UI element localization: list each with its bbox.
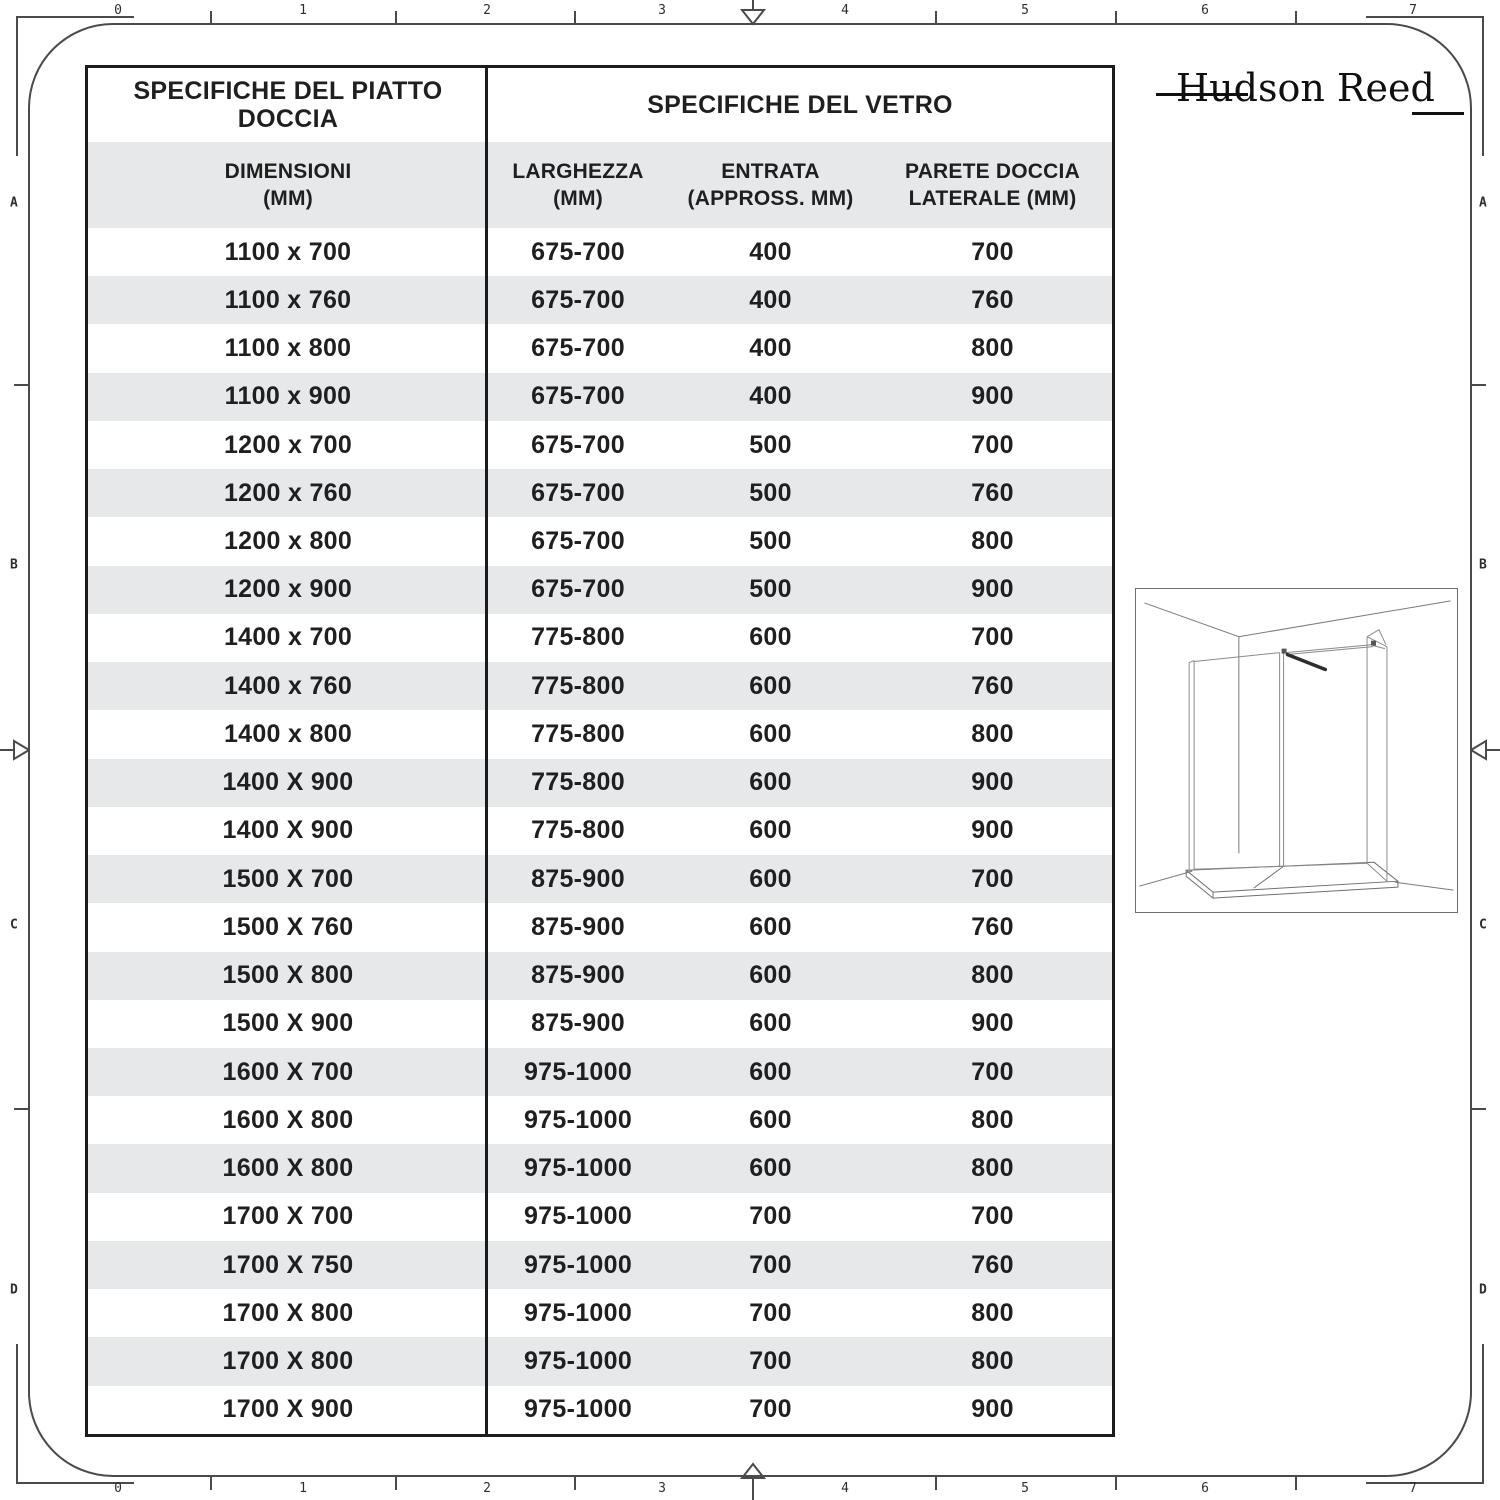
table-cell: 900 bbox=[971, 1395, 1014, 1424]
table-cell: 775-800 bbox=[531, 816, 625, 845]
table-cell: 675-700 bbox=[531, 382, 625, 411]
table-cell: 1200 x 900 bbox=[223, 575, 353, 604]
table-row bbox=[88, 373, 1112, 421]
table-row bbox=[88, 1193, 1112, 1241]
table-cell: 600 bbox=[749, 768, 792, 797]
table-cell: 800 bbox=[971, 1347, 1014, 1375]
glass-header-cell bbox=[488, 68, 1112, 142]
ruler-tick-top bbox=[574, 11, 576, 24]
table-cell: 800 bbox=[971, 1154, 1014, 1183]
table-cell: 675-700 bbox=[531, 478, 625, 507]
table-row bbox=[88, 1048, 1112, 1096]
table-row bbox=[88, 1241, 1112, 1289]
table-cell: 775-800 bbox=[531, 623, 625, 652]
column-header-parete: PARETE DOCCIA LATERALE (MM) bbox=[905, 159, 1080, 210]
tray-header-label: SPECIFICHE DEL PIATTO DOCCIA bbox=[133, 77, 443, 133]
table-row bbox=[88, 614, 1112, 662]
table-cell: 700 bbox=[971, 1202, 1014, 1231]
spec-table bbox=[85, 65, 1115, 1437]
table-cell: 1100 x 800 bbox=[224, 334, 352, 363]
ruler-tick-right bbox=[1472, 384, 1486, 386]
table-row bbox=[88, 469, 1112, 517]
table-cell: 600 bbox=[749, 1105, 792, 1134]
table-cell: 500 bbox=[749, 430, 792, 459]
table-cell: 1400 X 900 bbox=[222, 768, 354, 797]
table-cell: 600 bbox=[749, 1154, 792, 1183]
corner-bracket-bottom-left bbox=[16, 1344, 18, 1484]
corner-bracket-top-right bbox=[1482, 16, 1484, 156]
table-cell: 1700 X 800 bbox=[222, 1298, 354, 1327]
ruler-number-top: 0 bbox=[114, 3, 122, 18]
corner-bracket-bottom-right bbox=[1482, 1344, 1484, 1484]
table-cell: 400 bbox=[749, 237, 792, 266]
ruler-number-bottom: 5 bbox=[1021, 1481, 1029, 1496]
table-cell: 975-1000 bbox=[523, 1057, 633, 1086]
table-cell: 1100 x 760 bbox=[224, 285, 352, 314]
ruler-tick-bottom bbox=[574, 1477, 576, 1490]
ruler-number-bottom: 2 bbox=[483, 1481, 491, 1496]
table-body bbox=[88, 228, 1112, 1434]
table-row bbox=[88, 276, 1112, 324]
table-cell: 675-700 bbox=[531, 237, 625, 266]
corner-bracket-bottom-right bbox=[1366, 1482, 1484, 1484]
table-cell: 760 bbox=[971, 478, 1014, 507]
table-cell: 800 bbox=[971, 1105, 1014, 1134]
ruler-number-bottom: 1 bbox=[299, 1481, 307, 1496]
ruler-number-top: 6 bbox=[1201, 3, 1209, 18]
table-cell: 700 bbox=[971, 430, 1014, 459]
ruler-letter-right: D bbox=[1479, 1282, 1487, 1298]
ruler-tick-bottom bbox=[395, 1477, 397, 1490]
table-cell: 1400 x 800 bbox=[223, 719, 353, 748]
table-cell: 400 bbox=[749, 382, 792, 411]
table-cell: 400 bbox=[749, 285, 792, 314]
ruler-tick-top bbox=[935, 11, 937, 24]
column-header-larghezza: LARGHEZZA (MM) bbox=[512, 159, 644, 210]
table-row bbox=[88, 566, 1112, 614]
table-cell: 600 bbox=[749, 623, 792, 652]
table-cell: 1600 X 800 bbox=[222, 1154, 354, 1183]
table-cell: 1500 X 800 bbox=[222, 961, 354, 990]
table-cell: 1100 x 700 bbox=[224, 237, 352, 266]
table-cell: 1600 X 700 bbox=[222, 1057, 354, 1086]
ruler-number-top: 1 bbox=[299, 3, 307, 18]
ruler-number-top: 5 bbox=[1021, 3, 1029, 18]
table-subheader-row bbox=[88, 142, 1112, 228]
table-cell: 900 bbox=[971, 1009, 1014, 1038]
ruler-number-bottom: 3 bbox=[658, 1481, 666, 1496]
ruler-tick-top bbox=[1295, 11, 1297, 24]
table-row bbox=[88, 517, 1112, 565]
table-cell: 775-800 bbox=[531, 719, 625, 748]
table-cell: 975-1000 bbox=[523, 1250, 633, 1279]
ruler-letter-left: C bbox=[10, 917, 18, 933]
ruler-tick-left bbox=[14, 384, 28, 386]
table-cell: 1200 x 700 bbox=[223, 430, 353, 459]
ruler-number-bottom: 4 bbox=[841, 1481, 849, 1496]
ruler-tick-left bbox=[14, 1108, 28, 1110]
table-row bbox=[88, 759, 1112, 807]
table-cell: 700 bbox=[749, 1298, 792, 1327]
table-cell: 500 bbox=[749, 575, 792, 604]
column-header-dimensioni: DIMENSIONI (MM) bbox=[224, 159, 352, 210]
table-cell: 500 bbox=[749, 478, 792, 507]
ruler-tick-right bbox=[1472, 1108, 1486, 1110]
table-row bbox=[88, 1386, 1112, 1434]
ruler-number-top: 3 bbox=[658, 3, 666, 18]
table-cell: 875-900 bbox=[531, 912, 625, 941]
table-cell: 600 bbox=[749, 719, 792, 748]
ruler-tick-bottom bbox=[1295, 1477, 1297, 1490]
table-cell: 700 bbox=[971, 1057, 1014, 1086]
table-cell: 775-800 bbox=[531, 768, 625, 797]
table-cell: 675-700 bbox=[531, 430, 625, 459]
table-row bbox=[88, 228, 1112, 276]
ruler-letter-right: C bbox=[1479, 917, 1487, 933]
ruler-letter-right: B bbox=[1479, 557, 1487, 573]
ruler-number-bottom: 6 bbox=[1201, 1481, 1209, 1496]
table-cell: 1500 X 700 bbox=[222, 864, 354, 893]
table-cell: 500 bbox=[749, 527, 792, 556]
ruler-tick-bottom bbox=[210, 1477, 212, 1490]
table-cell: 600 bbox=[749, 816, 792, 845]
table-cell: 700 bbox=[971, 864, 1014, 893]
table-cell: 700 bbox=[749, 1250, 792, 1279]
centerline-marker-bottom-icon bbox=[738, 1462, 768, 1500]
table-cell: 975-1000 bbox=[523, 1105, 633, 1134]
table-cell: 900 bbox=[971, 768, 1014, 797]
table-cell: 1500 X 760 bbox=[222, 912, 354, 941]
ruler-tick-bottom bbox=[935, 1477, 937, 1490]
table-cell: 1200 x 760 bbox=[223, 478, 353, 507]
walk-in-shower-line-drawing bbox=[1136, 589, 1457, 912]
ruler-tick-bottom bbox=[1115, 1477, 1117, 1490]
ruler-letter-left: B bbox=[10, 557, 18, 573]
table-row bbox=[88, 1337, 1112, 1385]
table-cell: 700 bbox=[971, 623, 1014, 652]
table-row bbox=[88, 903, 1112, 951]
corner-bracket-top-left bbox=[16, 16, 18, 156]
table-row bbox=[88, 710, 1112, 758]
table-cell: 800 bbox=[971, 334, 1014, 363]
table-row bbox=[88, 1289, 1112, 1337]
ruler-letter-right: A bbox=[1479, 195, 1487, 211]
table-row bbox=[88, 807, 1112, 855]
table-cell: 800 bbox=[971, 527, 1014, 556]
table-cell: 700 bbox=[971, 237, 1014, 266]
table-row bbox=[88, 952, 1112, 1000]
ruler-letter-left: D bbox=[10, 1282, 18, 1298]
table-cell: 900 bbox=[971, 382, 1014, 411]
ruler-number-bottom: 7 bbox=[1409, 1481, 1417, 1496]
centerline-marker-left-icon bbox=[0, 735, 30, 765]
table-cell: 1200 x 800 bbox=[223, 527, 353, 556]
table-cell: 675-700 bbox=[531, 334, 625, 363]
table-cell: 975-1000 bbox=[523, 1395, 633, 1424]
table-cell: 1600 X 800 bbox=[222, 1105, 354, 1134]
table-cell: 700 bbox=[749, 1347, 792, 1375]
ruler-tick-top bbox=[1115, 11, 1117, 24]
table-cell: 700 bbox=[749, 1395, 792, 1424]
table-cell: 760 bbox=[971, 285, 1014, 314]
table-row bbox=[88, 421, 1112, 469]
ruler-number-top: 7 bbox=[1409, 3, 1417, 18]
table-cell: 600 bbox=[749, 671, 792, 700]
table-cell: 975-1000 bbox=[523, 1202, 633, 1231]
table-cell: 975-1000 bbox=[523, 1298, 633, 1327]
ruler-number-bottom: 0 bbox=[114, 1481, 122, 1496]
table-cell: 775-800 bbox=[531, 671, 625, 700]
table-cell: 600 bbox=[749, 1009, 792, 1038]
table-cell: 760 bbox=[971, 1250, 1014, 1279]
table-row bbox=[88, 662, 1112, 710]
table-cell: 600 bbox=[749, 1057, 792, 1086]
table-cell: 760 bbox=[971, 671, 1014, 700]
table-cell: 400 bbox=[749, 334, 792, 363]
table-cell: 1400 x 760 bbox=[223, 671, 353, 700]
table-cell: 1400 x 700 bbox=[223, 623, 353, 652]
centerline-marker-right-icon bbox=[1470, 735, 1500, 765]
ruler-number-top: 4 bbox=[841, 3, 849, 18]
table-row bbox=[88, 855, 1112, 903]
table-cell: 675-700 bbox=[531, 285, 625, 314]
centerline-marker-top-icon bbox=[738, 0, 768, 26]
shower-enclosure-diagram bbox=[1135, 588, 1458, 913]
ruler-tick-top bbox=[395, 11, 397, 24]
table-cell: 675-700 bbox=[531, 527, 625, 556]
table-header-row bbox=[88, 68, 1112, 142]
table-cell: 1700 X 700 bbox=[222, 1202, 354, 1231]
table-cell: 1700 X 900 bbox=[222, 1395, 354, 1424]
table-cell: 975-1000 bbox=[523, 1154, 633, 1183]
table-cell: 800 bbox=[971, 1298, 1014, 1327]
brand-logo-text: Hudson Reed bbox=[1176, 66, 1435, 110]
column-header-entrata: ENTRATA (APPROSS. MM) bbox=[687, 159, 854, 210]
table-cell: 800 bbox=[971, 719, 1014, 748]
table-cell: 600 bbox=[749, 912, 792, 941]
table-cell: 1700 X 800 bbox=[222, 1347, 354, 1375]
table-cell: 975-1000 bbox=[523, 1347, 633, 1375]
brand-logo bbox=[1160, 60, 1470, 132]
logo-right-rule bbox=[1412, 112, 1464, 115]
glass-header-label: SPECIFICHE DEL VETRO bbox=[647, 91, 953, 119]
table-cell: 600 bbox=[749, 864, 792, 893]
table-cell: 1400 X 900 bbox=[222, 816, 354, 845]
ruler-letter-left: A bbox=[10, 195, 18, 211]
corner-bracket-top-right bbox=[1366, 16, 1484, 18]
table-cell: 875-900 bbox=[531, 1009, 625, 1038]
table-cell: 600 bbox=[749, 961, 792, 990]
table-cell: 1100 x 900 bbox=[224, 382, 352, 411]
table-cell: 875-900 bbox=[531, 864, 625, 893]
tray-header-cell bbox=[88, 68, 488, 142]
table-cell: 800 bbox=[971, 961, 1014, 990]
table-cell: 1500 X 900 bbox=[222, 1009, 354, 1038]
table-cell: 1700 X 750 bbox=[222, 1250, 354, 1279]
table-row bbox=[88, 324, 1112, 372]
table-cell: 675-700 bbox=[531, 575, 625, 604]
table-column-divider bbox=[485, 68, 488, 1434]
ruler-tick-top bbox=[210, 11, 212, 24]
table-cell: 760 bbox=[971, 912, 1014, 941]
table-row bbox=[88, 1000, 1112, 1048]
table-cell: 700 bbox=[749, 1202, 792, 1231]
table-row bbox=[88, 1096, 1112, 1144]
table-cell: 900 bbox=[971, 575, 1014, 604]
table-cell: 900 bbox=[971, 816, 1014, 845]
ruler-number-top: 2 bbox=[483, 3, 491, 18]
table-row bbox=[88, 1144, 1112, 1192]
table-cell: 875-900 bbox=[531, 961, 625, 990]
